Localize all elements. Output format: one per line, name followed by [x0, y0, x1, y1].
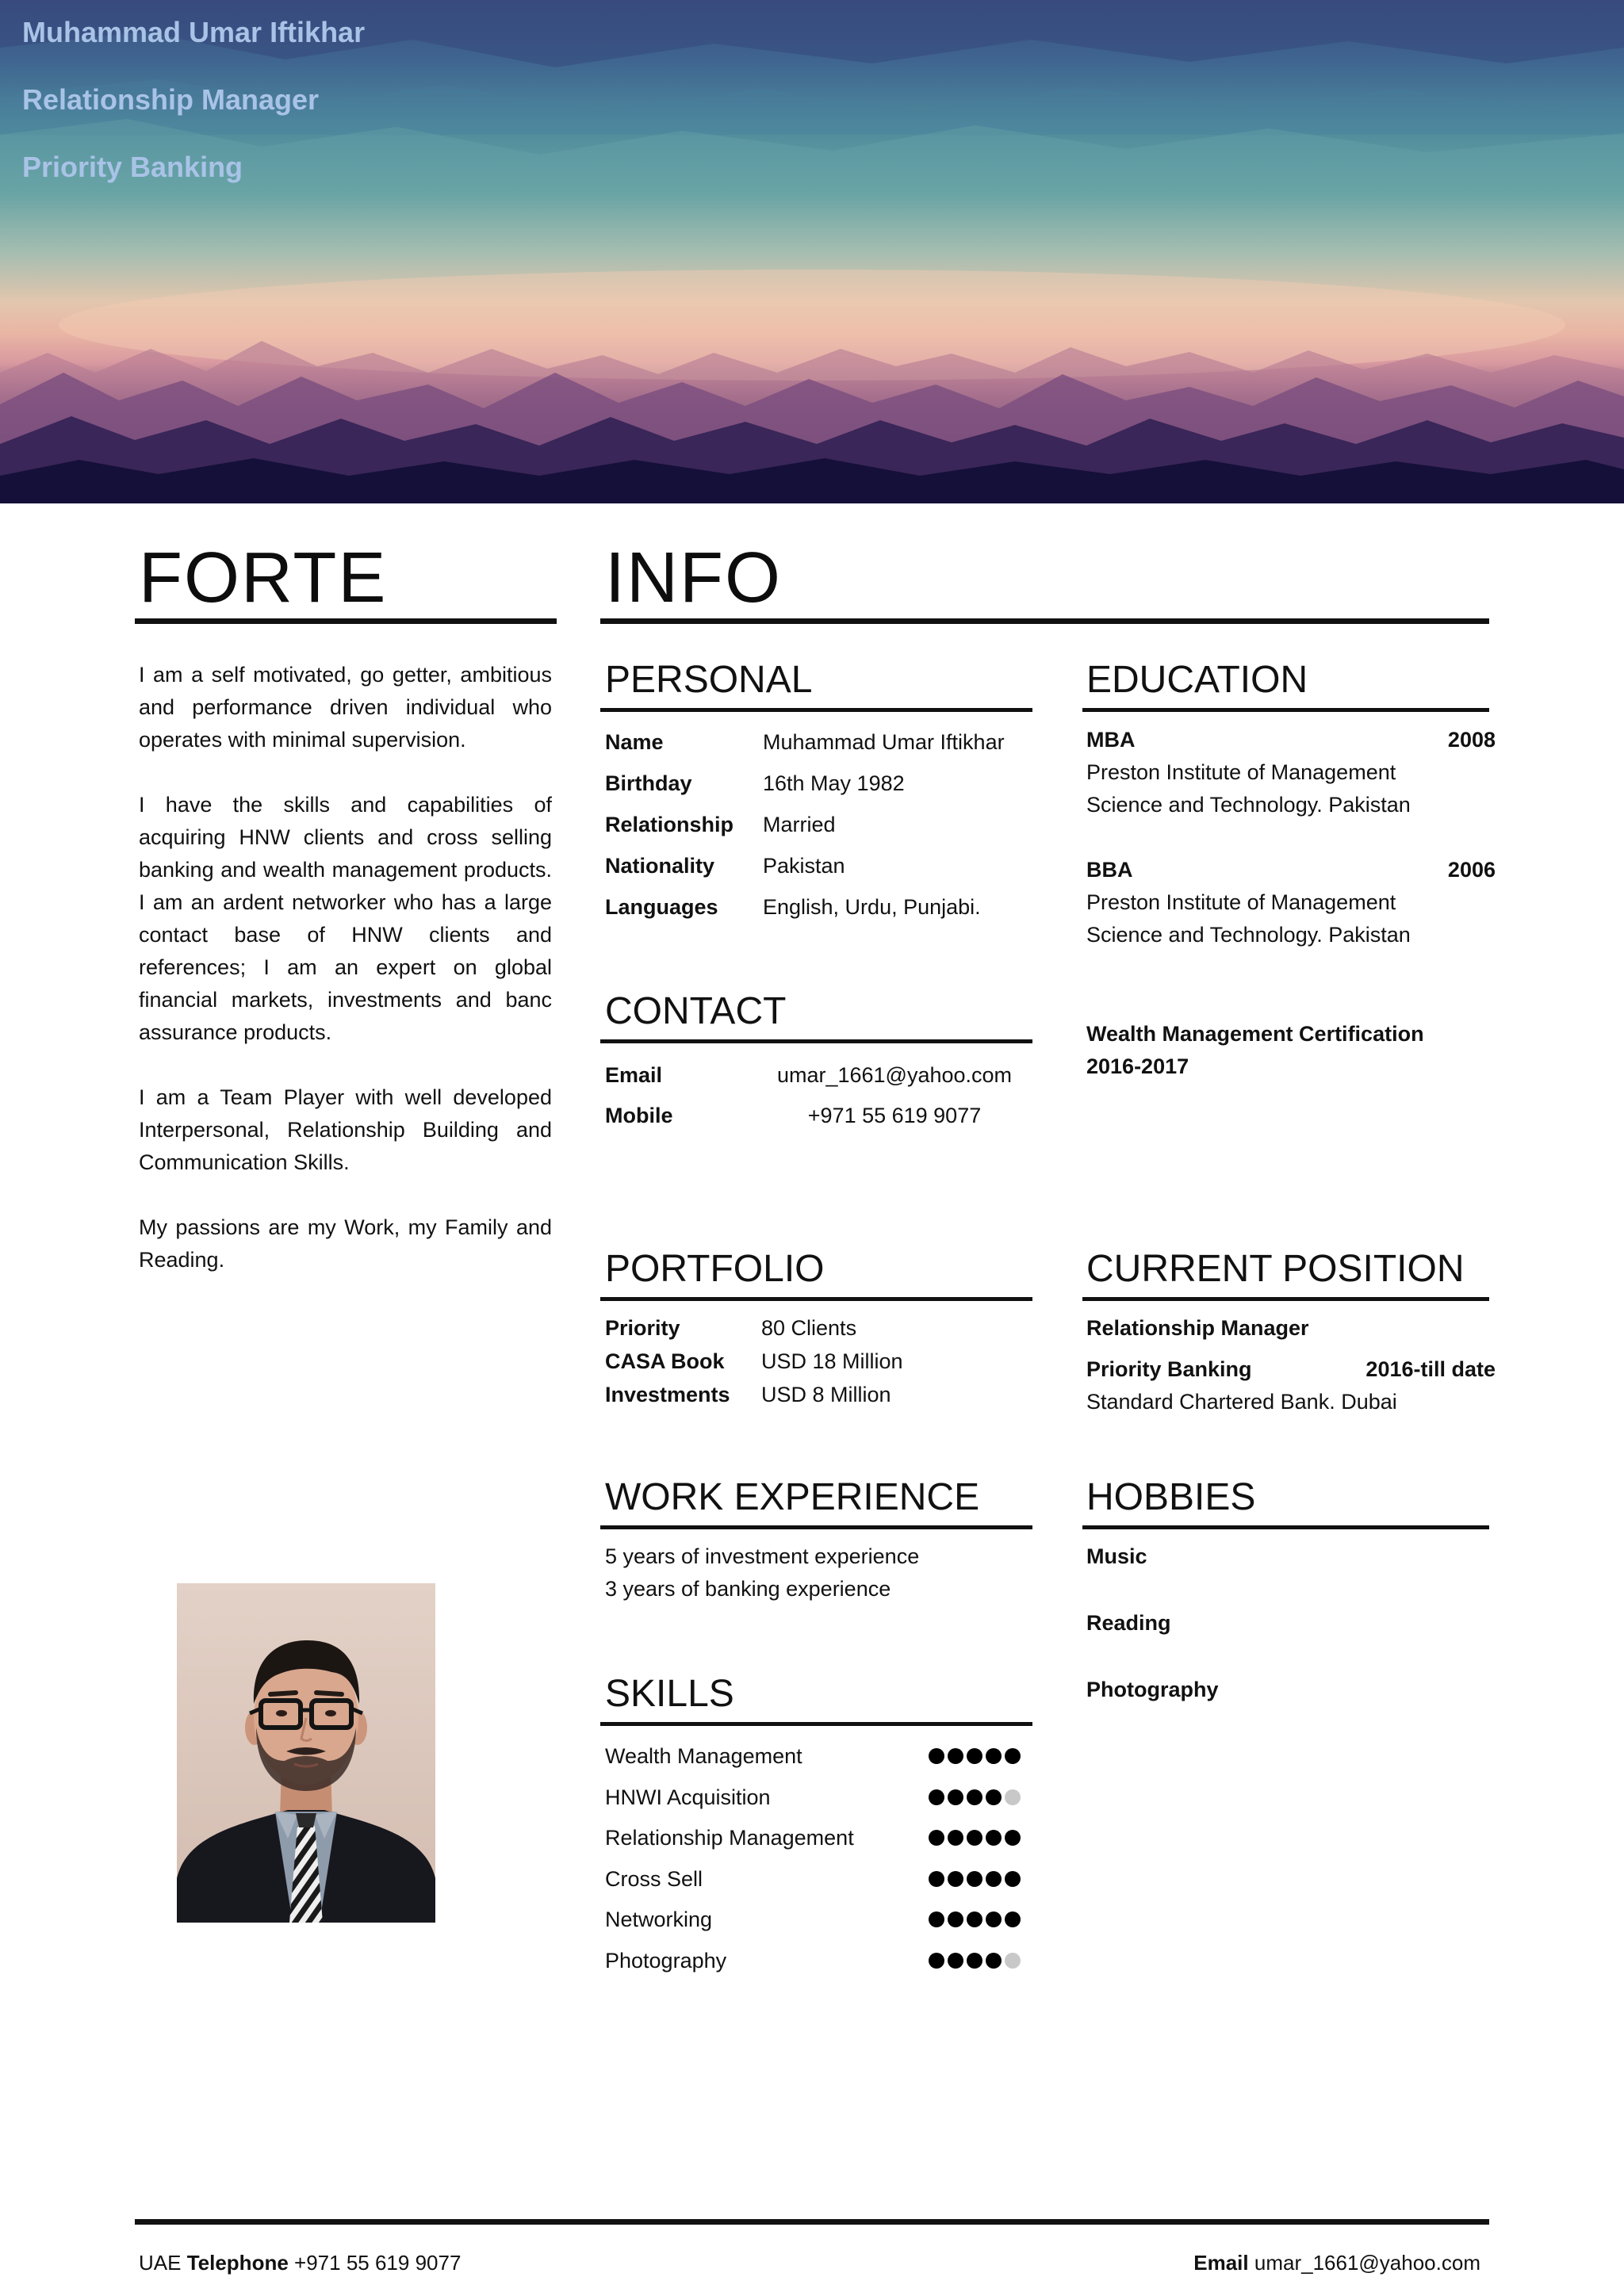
contact-mobile: +971 55 619 9077	[807, 1104, 982, 1127]
skill-rating	[929, 1789, 1024, 1805]
personal-row	[605, 850, 1032, 891]
institution-line: Science and Technology. Pakistan	[1086, 923, 1411, 947]
work-experience-list	[605, 1540, 919, 1605]
personal-label: Name	[605, 730, 664, 754]
skill-row	[605, 1904, 1032, 1945]
rating-dot-filled	[1005, 1871, 1021, 1887]
portrait-illustration	[177, 1583, 435, 1923]
hobby-item: Music	[1086, 1544, 1147, 1568]
skills-heading: SKILLS	[605, 1673, 734, 1715]
rating-dot-filled	[948, 1789, 963, 1805]
contact-email: umar_1661@yahoo.com	[776, 1063, 1013, 1087]
rating-dot-filled	[948, 1830, 963, 1846]
rating-dot-filled	[1005, 1748, 1021, 1764]
rating-dot-filled	[948, 1953, 963, 1969]
portfolio-label: CASA Book	[605, 1349, 725, 1373]
header-name: Muhammad Umar Iftikhar	[22, 16, 366, 48]
skill-name: Relationship Management	[605, 1826, 854, 1850]
forte-summary	[139, 659, 552, 1309]
education-heading: EDUCATION	[1086, 659, 1308, 701]
position-period: 2016-till date	[1365, 1357, 1496, 1381]
education-divider	[1082, 708, 1489, 712]
personal-label: Relationship	[605, 813, 734, 836]
contact-row	[605, 1059, 1032, 1100]
work-experience-line: 3 years of banking experience	[605, 1577, 891, 1601]
portfolio-divider	[600, 1297, 1032, 1301]
landscape-background	[0, 0, 1624, 503]
personal-row	[605, 891, 1032, 932]
personal-row	[605, 726, 1032, 767]
degree-year: 2008	[1447, 728, 1496, 752]
position-unit-row	[1086, 1353, 1496, 1386]
rating-dot-filled	[929, 1748, 944, 1764]
skill-name: Photography	[605, 1948, 727, 1973]
education-item	[1086, 854, 1496, 951]
rating-dot-filled	[986, 1911, 1002, 1927]
institution-line: Science and Technology. Pakistan	[1086, 793, 1411, 817]
forte-paragraph: My passions are my Work, my Family and Reading.	[139, 1215, 552, 1272]
rating-dot-filled	[986, 1789, 1002, 1805]
personal-value: Muhammad Umar Iftikhar	[763, 730, 1005, 754]
portfolio-label: Priority	[605, 1316, 680, 1340]
rating-dot-filled	[967, 1911, 982, 1927]
skill-row	[605, 1822, 1032, 1863]
personal-label: Birthday	[605, 771, 692, 795]
skill-rating	[929, 1871, 1024, 1887]
personal-label: Languages	[605, 895, 718, 919]
portfolio-details	[605, 1312, 1032, 1412]
current-position-heading: CURRENT POSITION	[1086, 1248, 1465, 1290]
rating-dot-filled	[967, 1748, 982, 1764]
footer-telephone	[139, 2248, 461, 2277]
info-divider	[600, 618, 1489, 624]
contact-details	[605, 1059, 1032, 1140]
portfolio-row	[605, 1379, 1032, 1412]
footer-email	[1193, 2248, 1480, 2277]
contact-row	[605, 1100, 1032, 1140]
footer-email-value: umar_1661@yahoo.com	[1254, 2251, 1480, 2275]
personal-value: Married	[763, 813, 836, 836]
skill-name: HNWI Acquisition	[605, 1785, 771, 1809]
header-banner	[0, 0, 1624, 503]
forte-paragraph: I have the skills and capabilities of acquiring HNW clients and cross selling banking and wealth management products. I am an ardent networker who has a large contact base of HNW clients and references; I am an expert on global financial markets, investments and banc assurance products.	[139, 793, 552, 1044]
contact-divider	[600, 1039, 1032, 1043]
forte-paragraph: I am a Team Player with well developed Interpersonal, Relationship Building and Communication Skills.	[139, 1085, 552, 1174]
current-position-divider	[1082, 1297, 1489, 1301]
header-department: Priority Banking	[22, 151, 243, 183]
rating-dot-filled	[929, 1830, 944, 1846]
mountain-ridge	[0, 458, 1624, 503]
rating-dot-filled	[1005, 1830, 1021, 1846]
skills-divider	[600, 1722, 1032, 1726]
portfolio-heading: PORTFOLIO	[605, 1248, 825, 1290]
rating-dot-filled	[967, 1789, 982, 1805]
position-unit-period	[1086, 1353, 1496, 1386]
rating-dot-filled	[967, 1953, 982, 1969]
certification-years: 2016-2017	[1086, 1054, 1189, 1078]
footer-telephone-label: Telephone	[186, 2251, 289, 2275]
rating-dot-filled	[929, 1789, 944, 1805]
hobby-item: Reading	[1086, 1611, 1171, 1635]
footer-email-label: Email	[1193, 2251, 1249, 2275]
certification	[1086, 1018, 1424, 1083]
degree-year: 2006	[1447, 858, 1496, 882]
skill-row	[605, 1740, 1032, 1781]
rating-dot-filled	[986, 1871, 1002, 1887]
rating-dot-empty	[1005, 1953, 1021, 1969]
contact-heading: CONTACT	[605, 990, 787, 1032]
certification-title: Wealth Management Certification	[1086, 1022, 1424, 1046]
footer-divider	[135, 2219, 1489, 2225]
personal-value: English, Urdu, Punjabi.	[763, 895, 981, 919]
rating-dot-filled	[967, 1830, 982, 1846]
work-experience-line: 5 years of investment experience	[605, 1544, 920, 1568]
degree-row	[1086, 854, 1496, 886]
degree-row	[1086, 724, 1496, 756]
personal-value: Pakistan	[763, 854, 845, 878]
personal-details	[605, 726, 1032, 932]
contact-label: Mobile	[605, 1104, 673, 1127]
hobby-item: Photography	[1086, 1678, 1219, 1701]
skills-list	[605, 1740, 1032, 1986]
contact-label: Email	[605, 1063, 663, 1087]
work-experience-divider	[600, 1525, 1032, 1529]
personal-row	[605, 767, 1032, 809]
personal-value: 16th May 1982	[763, 771, 905, 795]
skill-row	[605, 1781, 1032, 1823]
skill-row	[605, 1863, 1032, 1904]
work-experience-heading: WORK EXPERIENCE	[605, 1476, 980, 1518]
personal-divider	[600, 708, 1032, 712]
rating-dot-filled	[986, 1748, 1002, 1764]
degree-name: MBA	[1086, 728, 1136, 752]
rating-dot-filled	[948, 1911, 963, 1927]
portfolio-value: USD 18 Million	[761, 1349, 903, 1373]
rating-dot-filled	[929, 1953, 944, 1969]
skill-rating	[929, 1748, 1024, 1764]
portfolio-value: USD 8 Million	[761, 1383, 891, 1406]
footer-location: UAE	[139, 2251, 182, 2275]
skill-name: Wealth Management	[605, 1744, 802, 1768]
institution-line: Preston Institute of Management	[1086, 890, 1396, 914]
forte-paragraph: I am a self motivated, go getter, ambitious and performance driven individual who operates with minimal supervision.	[139, 663, 552, 752]
rating-dot-filled	[986, 1953, 1002, 1969]
position-employer: Standard Chartered Bank. Dubai	[1086, 1390, 1397, 1414]
rating-dot-filled	[929, 1911, 944, 1927]
position-unit: Priority Banking	[1086, 1357, 1252, 1381]
personal-row	[605, 809, 1032, 850]
skill-rating	[929, 1830, 1024, 1846]
forte-heading: FORTE	[139, 538, 388, 618]
header-title: Relationship Manager	[22, 83, 320, 116]
forte-divider	[135, 618, 557, 624]
rating-dot-filled	[986, 1830, 1002, 1846]
skill-rating	[929, 1911, 1024, 1927]
position-role: Relationship Manager	[1086, 1316, 1309, 1340]
rating-dot-filled	[948, 1871, 963, 1887]
portfolio-row	[605, 1312, 1032, 1345]
portfolio-row	[605, 1345, 1032, 1379]
profile-photo	[177, 1583, 435, 1923]
hobbies-divider	[1082, 1525, 1489, 1529]
skill-rating	[929, 1953, 1024, 1969]
hobbies-heading: HOBBIES	[1086, 1476, 1256, 1518]
rating-dot-filled	[948, 1748, 963, 1764]
skill-name: Networking	[605, 1908, 713, 1932]
personal-heading: PERSONAL	[605, 659, 813, 701]
skill-row	[605, 1945, 1032, 1986]
degree-name: BBA	[1086, 858, 1133, 882]
institution-line: Preston Institute of Management	[1086, 760, 1396, 784]
skill-name: Cross Sell	[605, 1866, 703, 1891]
education-item	[1086, 724, 1496, 821]
footer-telephone-value: +971 55 619 9077	[294, 2251, 462, 2275]
personal-label: Nationality	[605, 854, 715, 878]
info-heading: INFO	[605, 538, 782, 618]
rating-dot-filled	[929, 1871, 944, 1887]
portfolio-label: Investments	[605, 1383, 730, 1406]
rating-dot-filled	[967, 1871, 982, 1887]
rating-dot-filled	[1005, 1911, 1021, 1927]
portfolio-value: 80 Clients	[761, 1316, 857, 1340]
rating-dot-empty	[1005, 1789, 1021, 1805]
